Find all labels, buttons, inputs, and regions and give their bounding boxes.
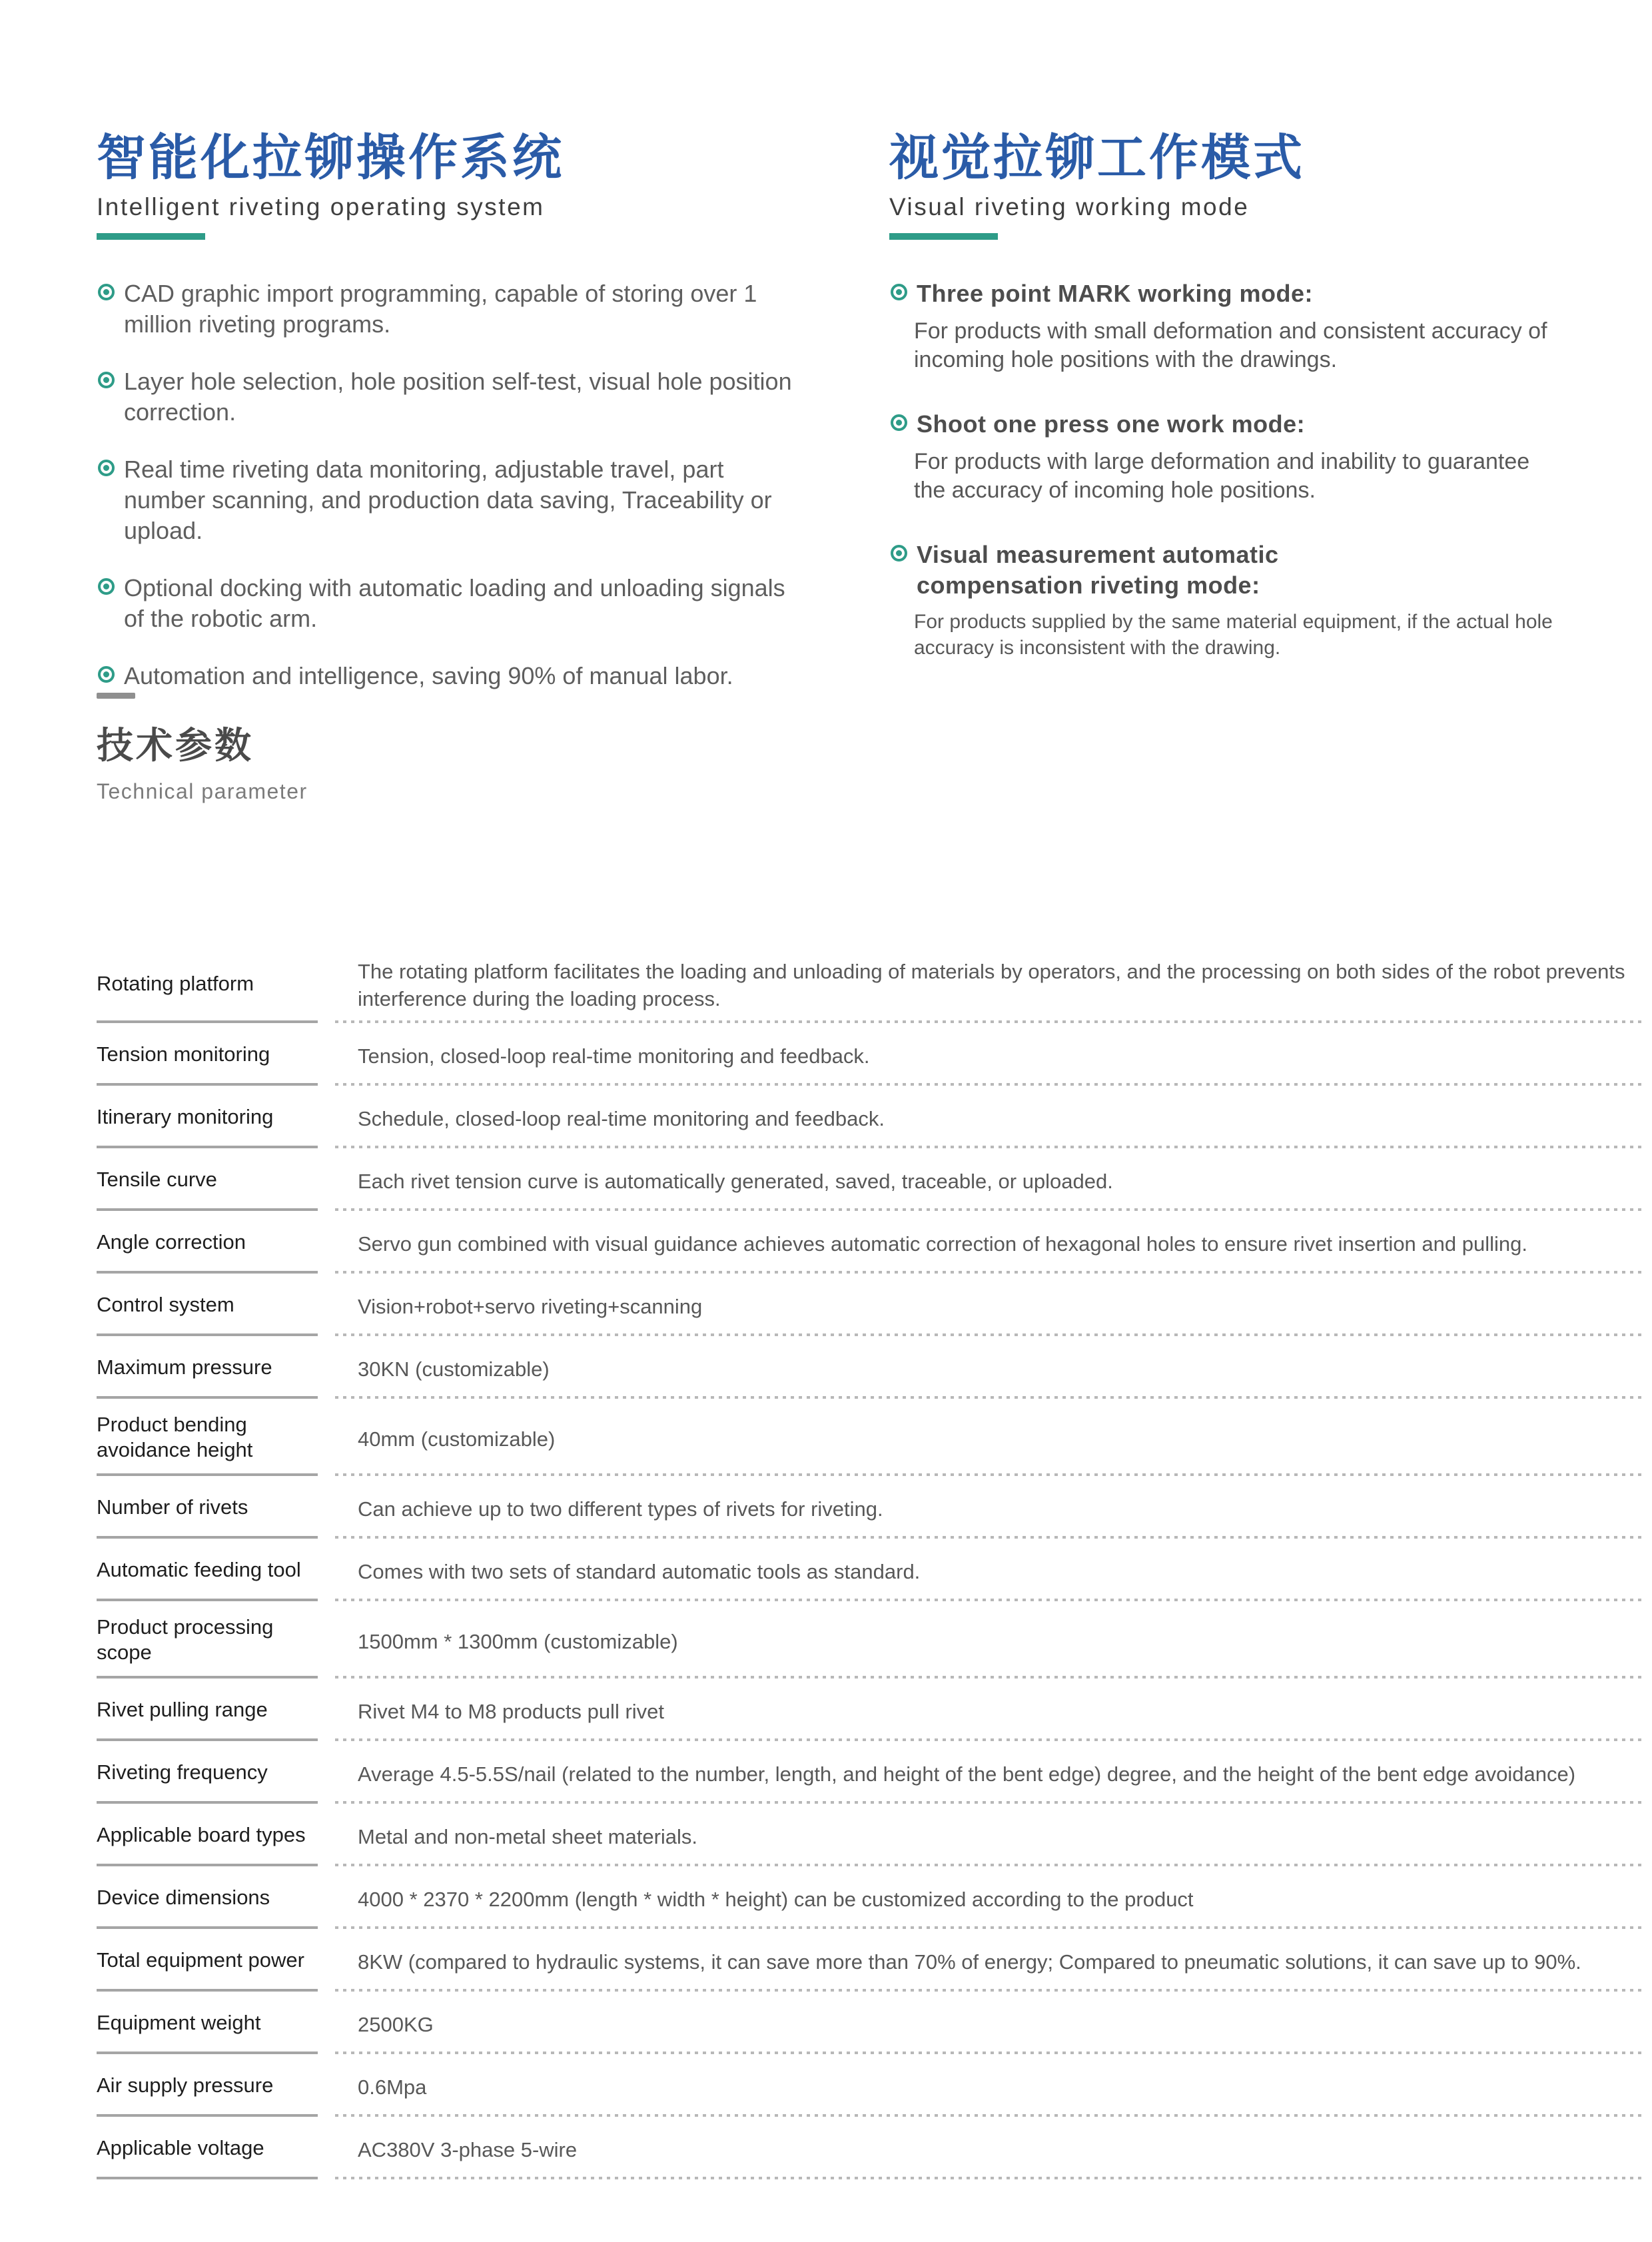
working-mode-item — [889, 540, 1605, 661]
parameter-value: AC380V 3-phase 5-wire — [335, 2117, 1644, 2179]
table-row — [97, 1476, 1644, 1539]
working-mode-heading: Visual measurement automatic compensation riveting mode: — [917, 540, 1279, 599]
table-column-gap — [318, 2054, 335, 2117]
table-row — [97, 1679, 1644, 1741]
table-row — [97, 1274, 1644, 1336]
table-row — [97, 1992, 1644, 2054]
table-column-gap — [318, 1679, 335, 1741]
parameter-value: Tension, closed-loop real-time monitoring and feedback. — [335, 1023, 1644, 1086]
section-title-chinese: 智能化拉铆操作系统 — [97, 130, 564, 185]
parameter-value: 1500mm * 1300mm (customizable) — [335, 1601, 1644, 1679]
table-row — [97, 1211, 1644, 1274]
bullet-target-icon — [98, 372, 115, 388]
feature-bullet — [97, 278, 813, 340]
feature-bullet-text: Real time riveting data monitoring, adjustable travel, part number scanning, and production data saving, Traceability or upload. — [124, 455, 772, 544]
parameter-value: 8KW (compared to hydraulic systems, it can save more than 70% of energy; Compared to pneumatic solutions, it can save up to 90%. — [335, 1929, 1644, 1992]
parameter-label: Product bending avoidance height — [97, 1399, 318, 1476]
parameter-label: Tensile curve — [97, 1148, 318, 1211]
working-mode-description: For products with large deformation and inability to guarantee the accuracy of incoming hole positions. — [914, 448, 1530, 503]
table-column-gap — [318, 1023, 335, 1086]
working-mode-heading: Shoot one press one work mode: — [917, 410, 1306, 438]
parameter-label: Rivet pulling range — [97, 1679, 318, 1741]
table-column-gap — [318, 944, 335, 1023]
feature-bullet-text: Optional docking with automatic loading and unloading signals of the robotic arm. — [124, 573, 785, 632]
parameter-label: Rotating platform — [97, 944, 318, 1023]
bullet-target-icon — [891, 545, 907, 561]
parameter-table — [97, 944, 1644, 2179]
feature-bullet — [97, 573, 813, 634]
feature-bullet — [97, 661, 813, 691]
parameter-label: Automatic feeding tool — [97, 1539, 318, 1601]
tech-title-chinese: 技术参数 — [97, 725, 254, 766]
table-column-gap — [318, 1601, 335, 1679]
working-mode-description: For products with small deformation and consistent accuracy of incoming hole positions with the drawings. — [914, 318, 1547, 372]
teal-underline-bar — [889, 233, 998, 240]
table-column-gap — [318, 1274, 335, 1336]
section-title-english: Visual riveting working mode — [889, 192, 1250, 220]
bullet-target-icon — [98, 460, 115, 476]
working-mode-item — [889, 409, 1605, 505]
parameter-label: Applicable board types — [97, 1804, 318, 1866]
section-title-english: Intelligent riveting operating system — [97, 192, 545, 220]
working-mode-head — [889, 278, 1605, 309]
bullet-target-icon — [891, 284, 907, 300]
parameter-label: Applicable voltage — [97, 2117, 318, 2179]
table-row — [97, 2054, 1644, 2117]
parameter-label: Air supply pressure — [97, 2054, 318, 2117]
parameter-label: Device dimensions — [97, 1866, 318, 1929]
working-mode-list — [889, 278, 1605, 661]
parameter-label: Total equipment power — [97, 1929, 318, 1992]
parameter-label: Product processing scope — [97, 1601, 318, 1679]
parameter-value: 2500KG — [335, 1992, 1644, 2054]
feature-bullet-list — [97, 278, 813, 691]
section-technical-parameter — [97, 693, 308, 804]
table-row — [97, 1023, 1644, 1086]
table-column-gap — [318, 1336, 335, 1399]
table-column-gap — [318, 1399, 335, 1476]
section-title-chinese: 视觉拉铆工作模式 — [889, 130, 1305, 185]
table-column-gap — [318, 1086, 335, 1148]
parameter-value: Schedule, closed-loop real-time monitoring and feedback. — [335, 1086, 1644, 1148]
table-row — [97, 1399, 1644, 1476]
parameter-value: Average 4.5-5.5S/nail (related to the number, length, and height of the bent edge) degree, and the height of the bent edge avoidance) — [335, 1741, 1644, 1804]
table-column-gap — [318, 1148, 335, 1211]
table-row — [97, 1741, 1644, 1804]
working-mode-description: For products supplied by the same material equipment, if the actual hole accuracy is inconsistent with the drawing. — [914, 610, 1553, 659]
table-column-gap — [318, 1866, 335, 1929]
table-column-gap — [318, 1476, 335, 1539]
parameter-label: Equipment weight — [97, 1992, 318, 2054]
table-row — [97, 1086, 1644, 1148]
bullet-target-icon — [98, 666, 115, 683]
parameter-value: Each rivet tension curve is automatically generated, saved, traceable, or uploaded. — [335, 1148, 1644, 1211]
section-visual-working-mode — [889, 132, 1605, 695]
table-column-gap — [318, 2117, 335, 2179]
parameter-value: Servo gun combined with visual guidance achieves automatic correction of hexagonal holes to ensure rivet insertion and pulling. — [335, 1211, 1644, 1274]
working-mode-head — [889, 409, 1605, 440]
parameter-value: 40mm (customizable) — [335, 1399, 1644, 1476]
table-column-gap — [318, 1992, 335, 2054]
feature-bullet — [97, 454, 813, 546]
tech-title-english: Technical parameter — [97, 779, 308, 803]
parameter-label: Tension monitoring — [97, 1023, 318, 1086]
bullet-target-icon — [891, 414, 907, 431]
table-row — [97, 944, 1644, 1023]
parameter-value: 4000 * 2370 * 2200mm (length * width * height) can be customized according to the product — [335, 1866, 1644, 1929]
table-row — [97, 1866, 1644, 1929]
table-row — [97, 1601, 1644, 1679]
parameter-label: Itinerary monitoring — [97, 1086, 318, 1148]
table-row — [97, 2117, 1644, 2179]
table-column-gap — [318, 1539, 335, 1601]
feature-bullet-text: Automation and intelligence, saving 90% of manual labor. — [124, 661, 733, 689]
table-row — [97, 1929, 1644, 1992]
table-column-gap — [318, 1929, 335, 1992]
parameter-label: Angle correction — [97, 1211, 318, 1274]
parameter-value: Vision+robot+servo riveting+scanning — [335, 1274, 1644, 1336]
parameter-label: Riveting frequency — [97, 1741, 318, 1804]
section-intelligent-riveting — [97, 132, 813, 718]
section-dash — [97, 693, 135, 699]
parameter-label: Number of rivets — [97, 1476, 318, 1539]
working-mode-head — [889, 540, 1605, 601]
parameter-value: Metal and non-metal sheet materials. — [335, 1804, 1644, 1866]
table-column-gap — [318, 1211, 335, 1274]
parameter-value: Rivet M4 to M8 products pull rivet — [335, 1679, 1644, 1741]
working-mode-heading: Three point MARK working mode: — [917, 279, 1313, 307]
teal-underline-bar — [97, 233, 205, 240]
table-row — [97, 1804, 1644, 1866]
table-row — [97, 1539, 1644, 1601]
parameter-value: Comes with two sets of standard automatic tools as standard. — [335, 1539, 1644, 1601]
parameter-value: The rotating platform facilitates the loading and unloading of materials by operators, and the processing on both sides of the robot prevents interference during the loading process. — [335, 944, 1644, 1023]
working-mode-item — [889, 278, 1605, 374]
parameter-value: 30KN (customizable) — [335, 1336, 1644, 1399]
bullet-target-icon — [98, 578, 115, 595]
table-column-gap — [318, 1804, 335, 1866]
parameter-value: 0.6Mpa — [335, 2054, 1644, 2117]
table-row — [97, 1148, 1644, 1211]
parameter-label: Control system — [97, 1274, 318, 1336]
parameter-value: Can achieve up to two different types of rivets for riveting. — [335, 1476, 1644, 1539]
table-row — [97, 1336, 1644, 1399]
table-column-gap — [318, 1741, 335, 1804]
feature-bullet-text: CAD graphic import programming, capable of storing over 1 million riveting programs. — [124, 279, 757, 338]
feature-bullet-text: Layer hole selection, hole position self-test, visual hole position correction. — [124, 367, 792, 426]
parameter-label: Maximum pressure — [97, 1336, 318, 1399]
bullet-target-icon — [98, 284, 115, 300]
feature-bullet — [97, 366, 813, 428]
